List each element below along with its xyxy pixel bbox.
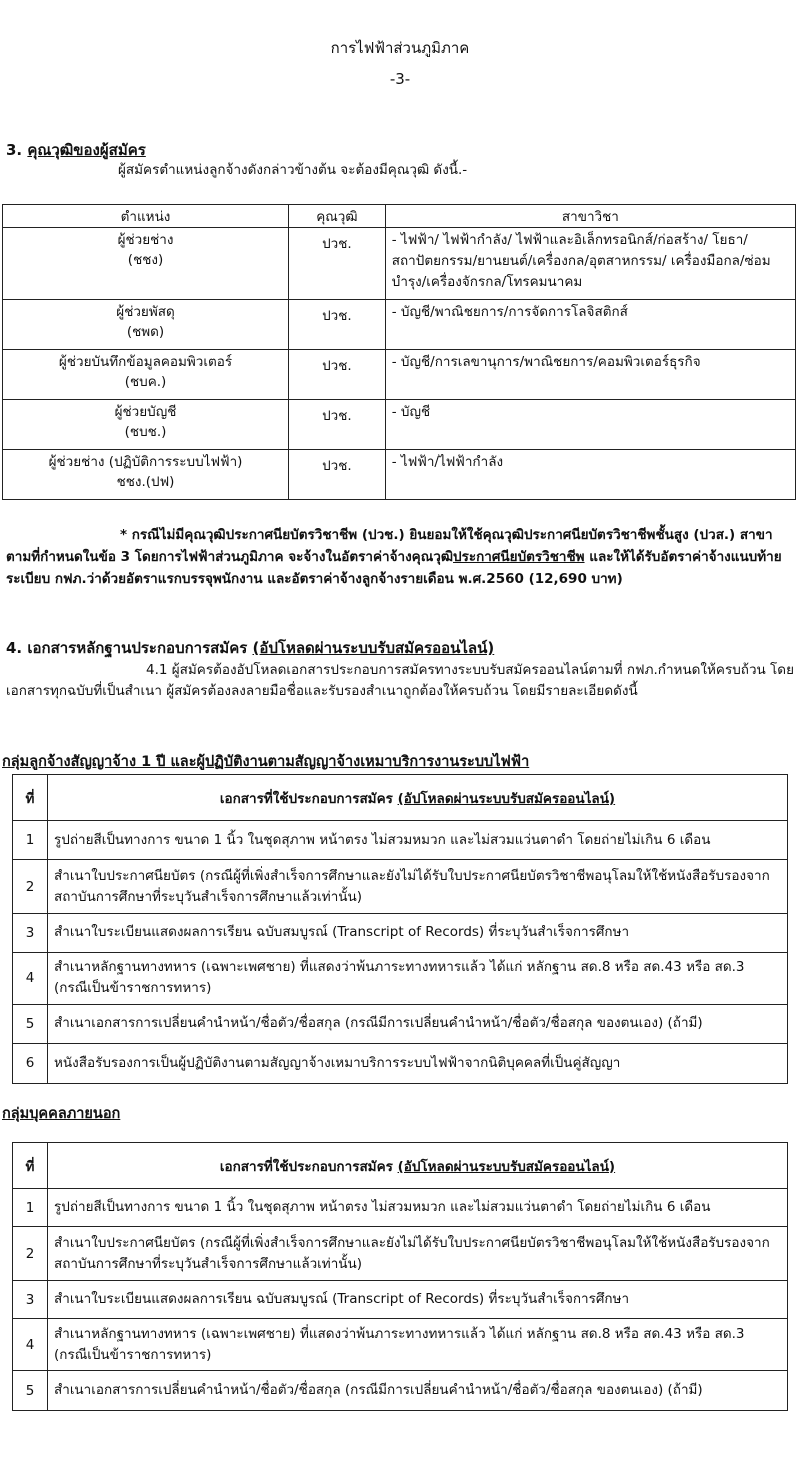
section3-note	[6, 524, 794, 590]
position-name: ผู้ช่วยพัสดุ	[116, 304, 175, 320]
row-text: รูปถ่ายสีเป็นทางการ ขนาด 1 นิ้ว ในชุดสุภาพ หน้าตรง ไม่สวมหมวก และไม่สวมแว่นตาดำ โดยถ่ายไม่เกิน 6 เดือน	[48, 1189, 788, 1227]
qualification-row	[3, 450, 796, 500]
table-row	[13, 952, 788, 1005]
col-doc-label-underlined: (อัปโหลดผ่านระบบรับสมัครออนไลน์)	[397, 1158, 616, 1175]
row-text: สำเนาใบประกาศนียบัตร (กรณีผู้ที่เพิ่งสำเร็จการศึกษาและยังไม่ได้รับใบประกาศนียบัตรวิชาชีพอนุโลมให้ใช้หนังสือรับรองจากสถาบันการศึกษาที่ระบุวันสำเร็จการศึกษาแล้วเท่านั้น)	[48, 859, 788, 914]
row-number: 1	[13, 821, 48, 859]
position-code: (ชบค.)	[124, 374, 167, 390]
table-row	[13, 1043, 788, 1083]
section3-intro: ผู้สมัครตำแหน่งลูกจ้างดังกล่าวข้างต้น จะต้องมีคุณวุฒิ ดังนี้.-	[118, 162, 468, 178]
position-code: (ชชง)	[127, 252, 164, 268]
section4-title-underlined: (อัปโหลดผ่านระบบรับสมัครออนไลน์)	[252, 639, 495, 657]
position-name: ผู้ช่วยบันทึกข้อมูลคอมพิวเตอร์	[58, 354, 233, 370]
table-row	[13, 1189, 788, 1227]
table-row	[13, 1319, 788, 1371]
section3-number: 3.	[6, 141, 23, 159]
row-number: 2	[13, 859, 48, 914]
org-header: การไฟฟ้าส่วนภูมิภาค	[330, 39, 470, 57]
group1-title: กลุ่มลูกจ้างสัญญาจ้าง 1 ปี และผู้ปฏิบัติงานตามสัญญาจ้างเหมาบริการงานระบบไฟฟ้า	[2, 754, 530, 770]
qualification-value: ปวช.	[289, 400, 386, 450]
qualification-value: ปวช.	[289, 350, 386, 400]
qualification-row	[3, 228, 796, 300]
row-text: รูปถ่ายสีเป็นทางการ ขนาด 1 นิ้ว ในชุดสุภาพ หน้าตรง ไม่สวมหมวก และไม่สวมแว่นตาดำ โดยถ่ายไม่เกิน 6 เดือน	[48, 821, 788, 859]
col-qualification: คุณวุฒิ	[289, 205, 386, 228]
group1-header-row	[13, 775, 788, 821]
group2-col-no: ที่	[13, 1143, 48, 1189]
table-row	[13, 859, 788, 914]
group1-col-no: ที่	[13, 775, 48, 821]
qualification-row	[3, 400, 796, 450]
group2-header-row	[13, 1143, 788, 1189]
note-text-b: และให้ได้รับอัตราค่าจ้างแนบท้ายระเบียบ กฟภ.ว่าด้วยอัตราแรกบรรจุพนักงาน และอัตราค่าจ้างลูกจ้างรายเดือน พ.ศ.2560 (12,690 บาท)	[6, 549, 782, 587]
group2-document-table	[12, 1142, 788, 1411]
section4-paragraph: 4.1 ผู้สมัครต้องอัปโหลดเอกสารประกอบการสมัครทางระบบรับสมัครออนไลน์ตามที่ กฟภ.กำหนดให้ครบถ้วน โดยเอกสารทุกฉบับที่เป็นสำเนา ผู้สมัครต้องลงลายมือชื่อและรับรองสำเนาถูกต้องให้ครบถ้วน โดยมีรายละเอียดดังนี้	[6, 662, 794, 699]
qualification-table	[2, 204, 796, 500]
position-name: ผู้ช่วยช่าง (ปฏิบัติการระบบไฟฟ้า)	[48, 454, 243, 470]
table-row	[13, 1281, 788, 1319]
row-text: สำเนาหลักฐานทางทหาร (เฉพาะเพศชาย) ที่แสดงว่าพ้นภาระทางทหารแล้ว ได้แก่ หลักฐาน สด.8 หรือ สด.43 หรือ สด.3 (กรณีเป็นข้าราชการทหาร)	[48, 1319, 788, 1371]
row-number: 5	[13, 1371, 48, 1411]
row-text: สำเนาใบระเบียนแสดงผลการเรียน ฉบับสมบูรณ์ (Transcript of Records) ที่ระบุวันสำเร็จการศึกษา	[48, 1281, 788, 1319]
group1-col-doc	[48, 775, 788, 821]
col-doc-label-underlined: (อัปโหลดผ่านระบบรับสมัครออนไลน์)	[397, 790, 616, 807]
position-code: ชชง.(ปฟ)	[116, 474, 175, 490]
note-text-a: * กรณีไม่มีคุณวุฒิประกาศนียบัตรวิชาชีพ (ปวช.) ยินยอมให้ใช้คุณวุฒิประกาศนียบัตรวิชาชีพชั้นสูง (ปวส.) สาขาตามที่กำหนดในข้อ 3 โดยการไฟฟ้าส่วนภูมิภาค จะจ้างในอัตราค่าจ้างคุณวุฒิ	[6, 527, 773, 565]
position-name: ผู้ช่วยบัญชี	[114, 404, 177, 420]
row-text: สำเนาใบระเบียนแสดงผลการเรียน ฉบับสมบูรณ์ (Transcript of Records) ที่ระบุวันสำเร็จการศึกษา	[48, 914, 788, 952]
row-text: หนังสือรับรองการเป็นผู้ปฏิบัติงานตามสัญญาจ้างเหมาบริการระบบไฟฟ้าจากนิติบุคคลที่เป็นคู่สัญญา	[48, 1043, 788, 1083]
row-number: 2	[13, 1227, 48, 1281]
field-value: - ไฟฟ้า/ ไฟฟ้ากำลัง/ ไฟฟ้าและอิเล็กทรอนิกส์/ก่อสร้าง/ โยธา/สถาปัตยกรรม/ยานยนต์/เครื่องกล/อุตสาหกรรม/ เครื่องมือกล/ซ่อมบำรุง/เครื่องจักรกล/โทรคมนาคม	[385, 228, 795, 300]
field-value: - ไฟฟ้า/ไฟฟ้ากำลัง	[385, 450, 795, 500]
group1-document-table	[12, 774, 788, 1084]
section3-title: คุณวุฒิของผู้สมัคร	[27, 141, 146, 159]
qualification-header-row	[3, 205, 796, 228]
row-number: 3	[13, 914, 48, 952]
note-text-underlined: ประกาศนียบัตรวิชาชีพ	[453, 549, 585, 565]
group2-title: กลุ่มบุคคลภายนอก	[2, 1106, 121, 1122]
position-code: (ชพด)	[126, 324, 165, 340]
row-text: สำเนาหลักฐานทางทหาร (เฉพาะเพศชาย) ที่แสดงว่าพ้นภาระทางทหารแล้ว ได้แก่ หลักฐาน สด.8 หรือ สด.43 หรือ สด.3 (กรณีเป็นข้าราชการทหาร)	[48, 952, 788, 1005]
section4-heading	[6, 636, 494, 660]
row-number: 6	[13, 1043, 48, 1083]
qualification-row	[3, 300, 796, 350]
qualification-value: ปวช.	[289, 300, 386, 350]
col-doc-label: เอกสารที่ใช้ประกอบการสมัคร	[219, 790, 398, 807]
position-name: ผู้ช่วยช่าง	[117, 232, 174, 248]
field-value: - บัญชี/พาณิชยการ/การจัดการโลจิสติกส์	[385, 300, 795, 350]
position-code: (ชบช.)	[124, 424, 167, 440]
qualification-row	[3, 350, 796, 400]
row-number: 1	[13, 1189, 48, 1227]
row-number: 3	[13, 1281, 48, 1319]
group2-col-doc	[48, 1143, 788, 1189]
table-row	[13, 1005, 788, 1043]
qualification-value: ปวช.	[289, 228, 386, 300]
section4-number: 4.	[6, 639, 23, 657]
row-number: 4	[13, 952, 48, 1005]
row-number: 4	[13, 1319, 48, 1371]
row-text: สำเนาเอกสารการเปลี่ยนคำนำหน้า/ชื่อตัว/ชื่อสกุล (กรณีมีการเปลี่ยนคำนำหน้า/ชื่อตัว/ชื่อสกุล ของตนเอง) (ถ้ามี)	[48, 1005, 788, 1043]
row-text: สำเนาเอกสารการเปลี่ยนคำนำหน้า/ชื่อตัว/ชื่อสกุล (กรณีมีการเปลี่ยนคำนำหน้า/ชื่อตัว/ชื่อสกุล ของตนเอง) (ถ้ามี)	[48, 1371, 788, 1411]
page-number: -3-	[389, 70, 411, 88]
section4-title: เอกสารหลักฐานประกอบการสมัคร	[27, 639, 253, 657]
table-row	[13, 821, 788, 859]
row-text: สำเนาใบประกาศนียบัตร (กรณีผู้ที่เพิ่งสำเร็จการศึกษาและยังไม่ได้รับใบประกาศนียบัตรวิชาชีพอนุโลมให้ใช้หนังสือรับรองจากสถาบันการศึกษาที่ระบุวันสำเร็จการศึกษาแล้วเท่านั้น)	[48, 1227, 788, 1281]
table-row	[13, 914, 788, 952]
qualification-value: ปวช.	[289, 450, 386, 500]
table-row	[13, 1227, 788, 1281]
section3-heading	[6, 138, 146, 162]
col-field: สาขาวิชา	[385, 205, 795, 228]
field-value: - บัญชี/การเลขานุการ/พาณิชยการ/คอมพิวเตอร์ธุรกิจ	[385, 350, 795, 400]
table-row	[13, 1371, 788, 1411]
field-value: - บัญชี	[385, 400, 795, 450]
col-doc-label: เอกสารที่ใช้ประกอบการสมัคร	[219, 1158, 398, 1175]
row-number: 5	[13, 1005, 48, 1043]
col-position: ตำแหน่ง	[3, 205, 289, 228]
